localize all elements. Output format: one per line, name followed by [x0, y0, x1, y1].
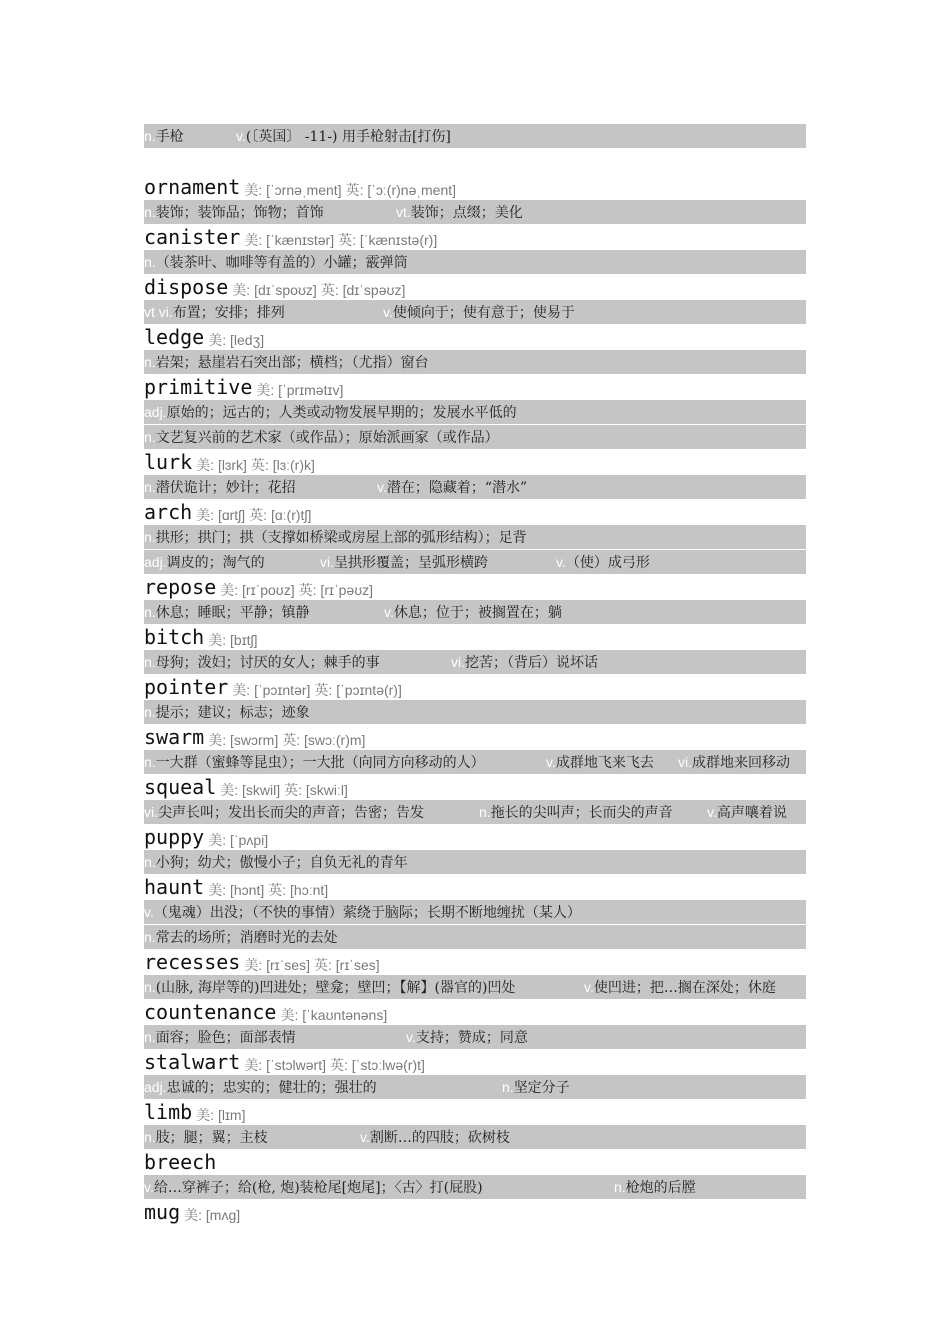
part-of-speech: n. — [144, 929, 156, 945]
part-of-speech: adj. — [144, 404, 167, 420]
entry-header — [144, 775, 806, 800]
definition-text: （鬼魂）出没；（不快的事情）萦绕于脑际；长期不断地缠扰（某人） — [153, 905, 581, 921]
definition-segment — [144, 752, 485, 772]
entry-header — [144, 1100, 806, 1125]
definition-row — [144, 925, 806, 949]
definition-segment — [556, 552, 650, 572]
definition-segment — [614, 1177, 696, 1197]
definition-text: 使倾向于；使有意于；使易于 — [392, 305, 575, 321]
us-pronunciation: 美: [lɪm] — [196, 1107, 246, 1123]
entry-header — [144, 625, 806, 650]
section-spacer — [144, 149, 806, 175]
definition-text: 支持；赞成；同意 — [415, 1030, 528, 1046]
definition-segment — [406, 1027, 528, 1047]
headword: pointer — [144, 675, 229, 699]
definition-segment — [144, 927, 338, 947]
definition-segment — [377, 477, 527, 497]
uk-pronunciation: 英: [lɜː(r)k] — [250, 457, 315, 473]
headword: squeal — [144, 775, 217, 799]
definition-segment — [320, 552, 488, 572]
part-of-speech: vi. — [320, 554, 334, 570]
definition-segment — [451, 652, 598, 672]
definition-text: 给…穿裤子；给(枪, 炮)装枪尾[炮尾]；〈古〉打(屁股) — [153, 1180, 483, 1196]
part-of-speech: v. — [144, 904, 154, 920]
part-of-speech: n. — [144, 1029, 156, 1045]
entry-header — [144, 575, 806, 600]
part-of-speech: n. — [502, 1079, 514, 1095]
definition-text: 小狗；幼犬；傲慢小子；自负无礼的青年 — [155, 855, 408, 871]
definition-text: 手枪 — [155, 129, 184, 145]
uk-pronunciation: 英: [dɪˈspəʊz] — [320, 282, 406, 298]
definition-text: 提示；建议；标志；迹象 — [155, 705, 310, 721]
definition-text: 高声嚷着说 — [716, 805, 787, 821]
definition-segment — [383, 302, 575, 322]
definition-segment — [144, 652, 380, 672]
definition-text: （使）成弓形 — [565, 555, 650, 571]
part-of-speech: v. — [707, 804, 717, 820]
us-pronunciation: 美: [ˈprɪmətɪv] — [256, 382, 344, 398]
definition-row — [144, 400, 806, 424]
definition-row — [144, 1175, 806, 1199]
definition-text: 拖长的尖叫声；长而尖的声音 — [490, 805, 673, 821]
definition-text: 割断…的四肢；砍树枝 — [369, 1130, 510, 1146]
part-of-speech: v. — [556, 554, 566, 570]
definition-text: 挖苦；（背后）说坏话 — [465, 655, 598, 671]
part-of-speech: n. — [144, 1129, 156, 1145]
us-pronunciation: 美: [ɑrtʃ] — [196, 507, 246, 523]
headword: limb — [144, 1100, 193, 1124]
headword: recesses — [144, 950, 241, 974]
headword: lurk — [144, 450, 193, 474]
definition-row — [144, 850, 806, 874]
part-of-speech: n. — [144, 128, 156, 144]
definition-text: 调皮的；淘气的 — [166, 555, 265, 571]
definition-text: 原始的；远古的；人类或动物发展早期的；发展水平低的 — [166, 405, 517, 421]
definition-segment — [144, 477, 296, 497]
definition-segment — [144, 202, 324, 222]
definition-row — [144, 1075, 806, 1099]
entry-header — [144, 275, 806, 300]
definition-segment — [707, 802, 787, 822]
definition-segment — [546, 752, 654, 772]
us-pronunciation: 美: [lɜrk] — [196, 457, 247, 473]
uk-pronunciation: 英: [skwiːl] — [284, 782, 348, 798]
us-pronunciation: 美: [ˈstɔlwərt] — [244, 1057, 326, 1073]
definition-segment — [144, 402, 517, 422]
part-of-speech: v. — [406, 1029, 416, 1045]
headword: countenance — [144, 1000, 277, 1024]
headword: puppy — [144, 825, 205, 849]
uk-pronunciation: 英: [ˈstɔːlwə(r)t] — [330, 1057, 425, 1073]
definition-text: 母狗；泼妇；讨厌的女人；棘手的事 — [155, 655, 380, 671]
definition-text: 一大群（蜜蜂等昆虫）；一大批（向同方向移动的人） — [155, 755, 485, 771]
headword: stalwart — [144, 1050, 241, 1074]
headword: bitch — [144, 625, 205, 649]
definition-text: 岩架；悬崖岩石突出部；横档；（尤指）窗台 — [155, 355, 429, 371]
part-of-speech: vi. — [678, 754, 692, 770]
us-pronunciation: 美: [dɪˈspoʊz] — [232, 282, 317, 298]
definition-segment — [144, 1177, 483, 1197]
headword: swarm — [144, 725, 205, 749]
entry-header — [144, 375, 806, 400]
definition-segment — [144, 302, 285, 322]
definition-segment — [144, 252, 408, 272]
definition-text: 拱形；拱门；拱（支撑如桥梁或房屋上部的弧形结构）；足背 — [155, 530, 527, 546]
definition-text: 常去的场所；消磨时光的去处 — [155, 930, 338, 946]
uk-pronunciation: 英: [ˈɔː(r)nəˌment] — [345, 182, 457, 198]
part-of-speech: v. — [546, 754, 556, 770]
definition-row — [144, 475, 806, 499]
definition-text: 装饰；装饰品；饰物；首饰 — [155, 205, 324, 221]
definition-text: 坚定分子 — [513, 1080, 570, 1096]
entry-header — [144, 225, 806, 250]
definition-text: 潜伏诡计；妙计；花招 — [155, 480, 296, 496]
definition-text: 休息；位于；被搁置在；躺 — [393, 605, 562, 621]
definition-row — [144, 975, 806, 999]
part-of-speech: n. — [144, 604, 156, 620]
definition-text: （装茶叶、咖啡等有盖的）小罐；霰弹筒 — [155, 255, 408, 271]
part-of-speech: v. — [383, 304, 393, 320]
definition-text: 使凹进；把…搁在深处；休庭 — [593, 980, 776, 996]
definition-row — [144, 550, 806, 574]
definition-segment — [584, 977, 776, 997]
definition-row — [144, 300, 806, 324]
definition-row — [144, 200, 806, 224]
part-of-speech: v. — [360, 1129, 370, 1145]
headword: ledge — [144, 325, 205, 349]
part-of-speech: n. — [144, 479, 156, 495]
definition-text: 枪炮的后膛 — [625, 1180, 696, 1196]
definition-segment — [678, 752, 790, 772]
definition-segment — [360, 1127, 510, 1147]
us-pronunciation: 美: [hɔnt] — [208, 882, 265, 898]
headword: breech — [144, 1150, 217, 1174]
definition-segment — [144, 977, 515, 997]
entry-header — [144, 875, 806, 900]
us-pronunciation: 美: [ˈkaʊntənəns] — [280, 1007, 388, 1023]
headword: dispose — [144, 275, 229, 299]
definition-row — [144, 1125, 806, 1149]
definition-row — [144, 700, 806, 724]
definition-text: 面容；脸色；面部表情 — [155, 1030, 296, 1046]
part-of-speech: n. — [144, 254, 156, 270]
us-pronunciation: 美: [rɪˈses] — [244, 957, 310, 973]
definition-text: 布置；安排；排列 — [172, 305, 285, 321]
part-of-speech: n. — [144, 529, 156, 545]
definition-row — [144, 1025, 806, 1049]
definition-segment — [144, 427, 499, 447]
definition-segment — [144, 352, 429, 372]
definition-text: 呈拱形覆盖；呈弧形横跨 — [334, 555, 488, 571]
definition-segment — [144, 1127, 268, 1147]
definition-text: (〔英国〕 -11-) 用手枪射击[打伤] — [245, 129, 451, 145]
us-pronunciation: 美: [skwil] — [220, 782, 281, 798]
definition-text: 忠诚的；忠实的；健壮的；强壮的 — [166, 1080, 377, 1096]
entry-header — [144, 675, 806, 700]
uk-pronunciation: 英: [swɔː(r)m] — [282, 732, 366, 748]
part-of-speech: n. — [144, 704, 156, 720]
definition-segment — [144, 1077, 377, 1097]
part-of-speech: vi. — [451, 654, 465, 670]
us-pronunciation: 美: [ledʒ] — [208, 332, 265, 348]
definition-row — [144, 124, 806, 148]
definition-row — [144, 350, 806, 374]
us-pronunciation: 美: [rɪˈpoʊz] — [220, 582, 295, 598]
part-of-speech: v. — [584, 979, 594, 995]
uk-pronunciation: 英: [ˈpɔɪntə(r)] — [314, 682, 402, 698]
definition-segment — [144, 527, 527, 547]
headword: ornament — [144, 175, 241, 199]
definition-segment — [144, 702, 310, 722]
entry-header — [144, 1200, 806, 1225]
part-of-speech: v. — [144, 1179, 154, 1195]
definition-segment — [144, 1027, 296, 1047]
uk-pronunciation: 英: [hɔːnt] — [268, 882, 329, 898]
part-of-speech: vt vi. — [144, 304, 173, 320]
part-of-speech: v. — [236, 128, 246, 144]
definition-segment — [479, 802, 673, 822]
definition-text: (山脉, 海岸等的)凹进处；壁龛；壁凹；【解】(器官的)凹处 — [155, 980, 516, 996]
definition-segment — [144, 126, 184, 146]
definition-row — [144, 900, 806, 924]
part-of-speech: v. — [384, 604, 394, 620]
entry-header — [144, 1000, 806, 1025]
part-of-speech: adj. — [144, 1079, 167, 1095]
entry-header — [144, 825, 806, 850]
definition-row — [144, 650, 806, 674]
headword: repose — [144, 575, 217, 599]
entry-header — [144, 1150, 806, 1175]
definition-text: 休息；睡眠；平静；镇静 — [155, 605, 310, 621]
uk-pronunciation: 英: [ˈkænɪstə(r)] — [338, 232, 438, 248]
entry-header — [144, 175, 806, 200]
entry-header — [144, 500, 806, 525]
definition-segment — [384, 602, 562, 622]
us-pronunciation: 美: [swɔrm] — [208, 732, 279, 748]
part-of-speech: vi. — [144, 804, 158, 820]
part-of-speech: n. — [144, 979, 156, 995]
uk-pronunciation: 英: [rɪˈses] — [313, 957, 380, 973]
entry-header — [144, 325, 806, 350]
us-pronunciation: 美: [ˈpɔɪntər] — [232, 682, 311, 698]
definition-segment — [144, 552, 265, 572]
definition-segment — [144, 902, 581, 922]
part-of-speech: n. — [144, 429, 156, 445]
uk-pronunciation: 英: [ɑː(r)tʃ] — [249, 507, 312, 523]
part-of-speech: n. — [144, 354, 156, 370]
part-of-speech: n. — [144, 654, 156, 670]
part-of-speech: vt. — [396, 204, 411, 220]
part-of-speech: adj. — [144, 554, 167, 570]
definition-text: 文艺复兴前的艺术家（或作品）；原始派画家（或作品） — [155, 430, 499, 446]
uk-pronunciation: 英: [rɪˈpəʊz] — [298, 582, 374, 598]
definition-row — [144, 250, 806, 274]
entry-header — [144, 725, 806, 750]
definition-row — [144, 600, 806, 624]
definition-segment — [144, 802, 424, 822]
entry-header — [144, 1050, 806, 1075]
headword: arch — [144, 500, 193, 524]
definition-text: 成群地来回移动 — [692, 755, 790, 771]
definition-text: 潜在；隐藏着；“潜水” — [386, 480, 528, 496]
definition-text: 成群地飞来飞去 — [555, 755, 654, 771]
us-pronunciation: 美: [ˈɔrnəˌment] — [244, 182, 342, 198]
us-pronunciation: 美: [ˈpʌpi] — [208, 832, 269, 848]
definition-text: 装饰；点缀；美化 — [410, 205, 523, 221]
part-of-speech: n. — [614, 1179, 626, 1195]
headword: primitive — [144, 375, 253, 399]
definition-row — [144, 425, 806, 449]
vocabulary-list — [144, 124, 806, 1225]
definition-segment — [502, 1077, 570, 1097]
definition-segment — [396, 202, 523, 222]
definition-segment — [144, 602, 310, 622]
definition-row — [144, 750, 806, 774]
us-pronunciation: 美: [ˈkænɪstər] — [244, 232, 335, 248]
definition-text: 肢；腿；翼；主枝 — [155, 1130, 268, 1146]
part-of-speech: n. — [144, 754, 156, 770]
us-pronunciation: 美: [bɪtʃ] — [208, 632, 258, 648]
part-of-speech: n. — [479, 804, 491, 820]
definition-row — [144, 800, 806, 824]
headword: mug — [144, 1200, 181, 1224]
headword: canister — [144, 225, 241, 249]
definition-segment — [144, 852, 408, 872]
definition-segment — [236, 126, 451, 146]
us-pronunciation: 美: [mʌg] — [184, 1207, 241, 1223]
definition-text: 尖声长叫；发出长而尖的声音；告密；告发 — [158, 805, 424, 821]
part-of-speech: n. — [144, 854, 156, 870]
definition-row — [144, 525, 806, 549]
part-of-speech: n. — [144, 204, 156, 220]
entry-header — [144, 950, 806, 975]
headword: haunt — [144, 875, 205, 899]
part-of-speech: v. — [377, 479, 387, 495]
entry-header — [144, 450, 806, 475]
